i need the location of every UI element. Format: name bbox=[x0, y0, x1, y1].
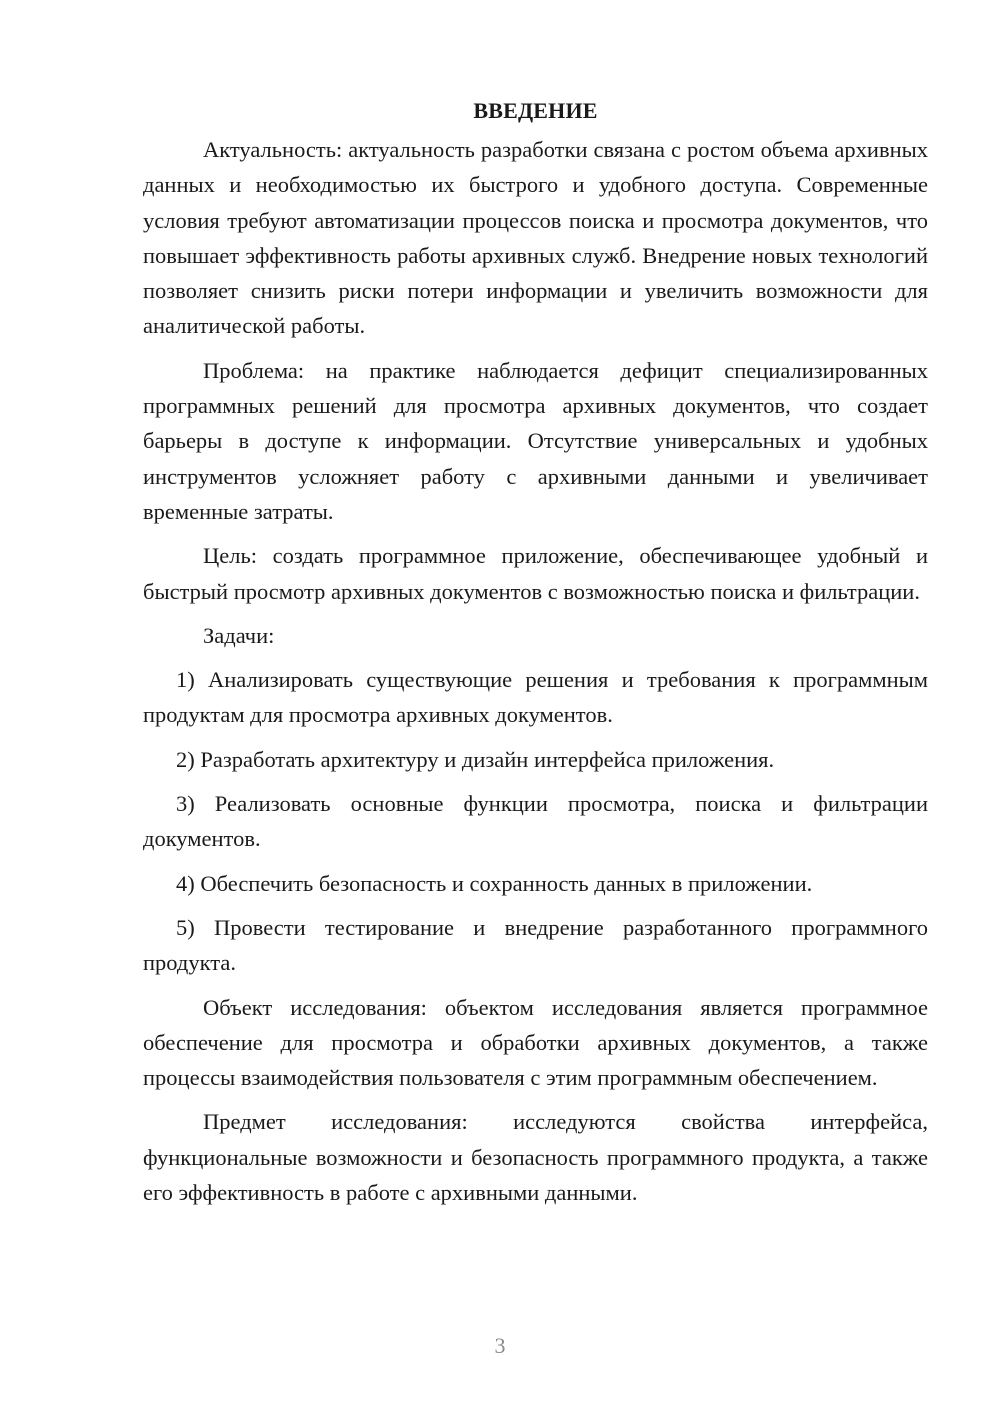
task-item-3: 3) Реализовать основные функции просмотра, поиска и фильтрации документов. bbox=[143, 791, 928, 852]
paragraph-object: Объект исследования: объектом исследования является программное обеспечение для просмотра и обработки архивных документов, а также процессы взаимодействия пользователя с этим программным обеспечением. bbox=[143, 994, 928, 1091]
document-page bbox=[143, 94, 928, 1219]
page-title: ВВЕДЕНИЕ bbox=[473, 98, 598, 123]
task-item-5: 5) Провести тестирование и внедрение разработанного программного продукта. bbox=[143, 914, 928, 976]
paragraph-subject: Предмет исследования: исследуются свойства интерфейса, функциональные возможности и безопасность программного продукта, а также его эффективность в работе с архивными данными. bbox=[143, 1109, 928, 1206]
task-item-4: 4) Обеспечить безопасность и сохранность данных в приложении. bbox=[176, 870, 813, 896]
page-number: 3 bbox=[494, 1333, 506, 1358]
paragraph-relevance: Актуальность: актуальность разработки связана с ростом объема архивных данных и необходимостью их быстрого и удобного доступа. Современные условия требуют автоматизации процессов поиска и просмотра документов, что повышает эффективность работы архивных служб. Внедрение новых технологий позволяет снизить риски потери информации и увеличить возможности для аналитической работы. bbox=[143, 137, 928, 339]
task-item-2: 2) Разработать архитектуру и дизайн интерфейса приложения. bbox=[176, 746, 775, 772]
paragraph-goal: Цель: создать программное приложение, обеспечивающее удобный и быстрый просмотр архивных документов с возможностью поиска и фильтрации. bbox=[143, 543, 928, 604]
task-item-1: 1) Анализировать существующие решения и требования к программным продуктам для просмотра архивных документов. bbox=[143, 667, 928, 728]
paragraph-problem: Проблема: на практике наблюдается дефицит специализированных программных решений для просмотра архивных документов, что создает барьеры в доступе к информации. Отсутствие универсальных и удобных инструментов усложняет работу с архивными данными и увеличивает временные затраты. bbox=[143, 357, 928, 524]
tasks-heading: Задачи: bbox=[203, 622, 275, 648]
